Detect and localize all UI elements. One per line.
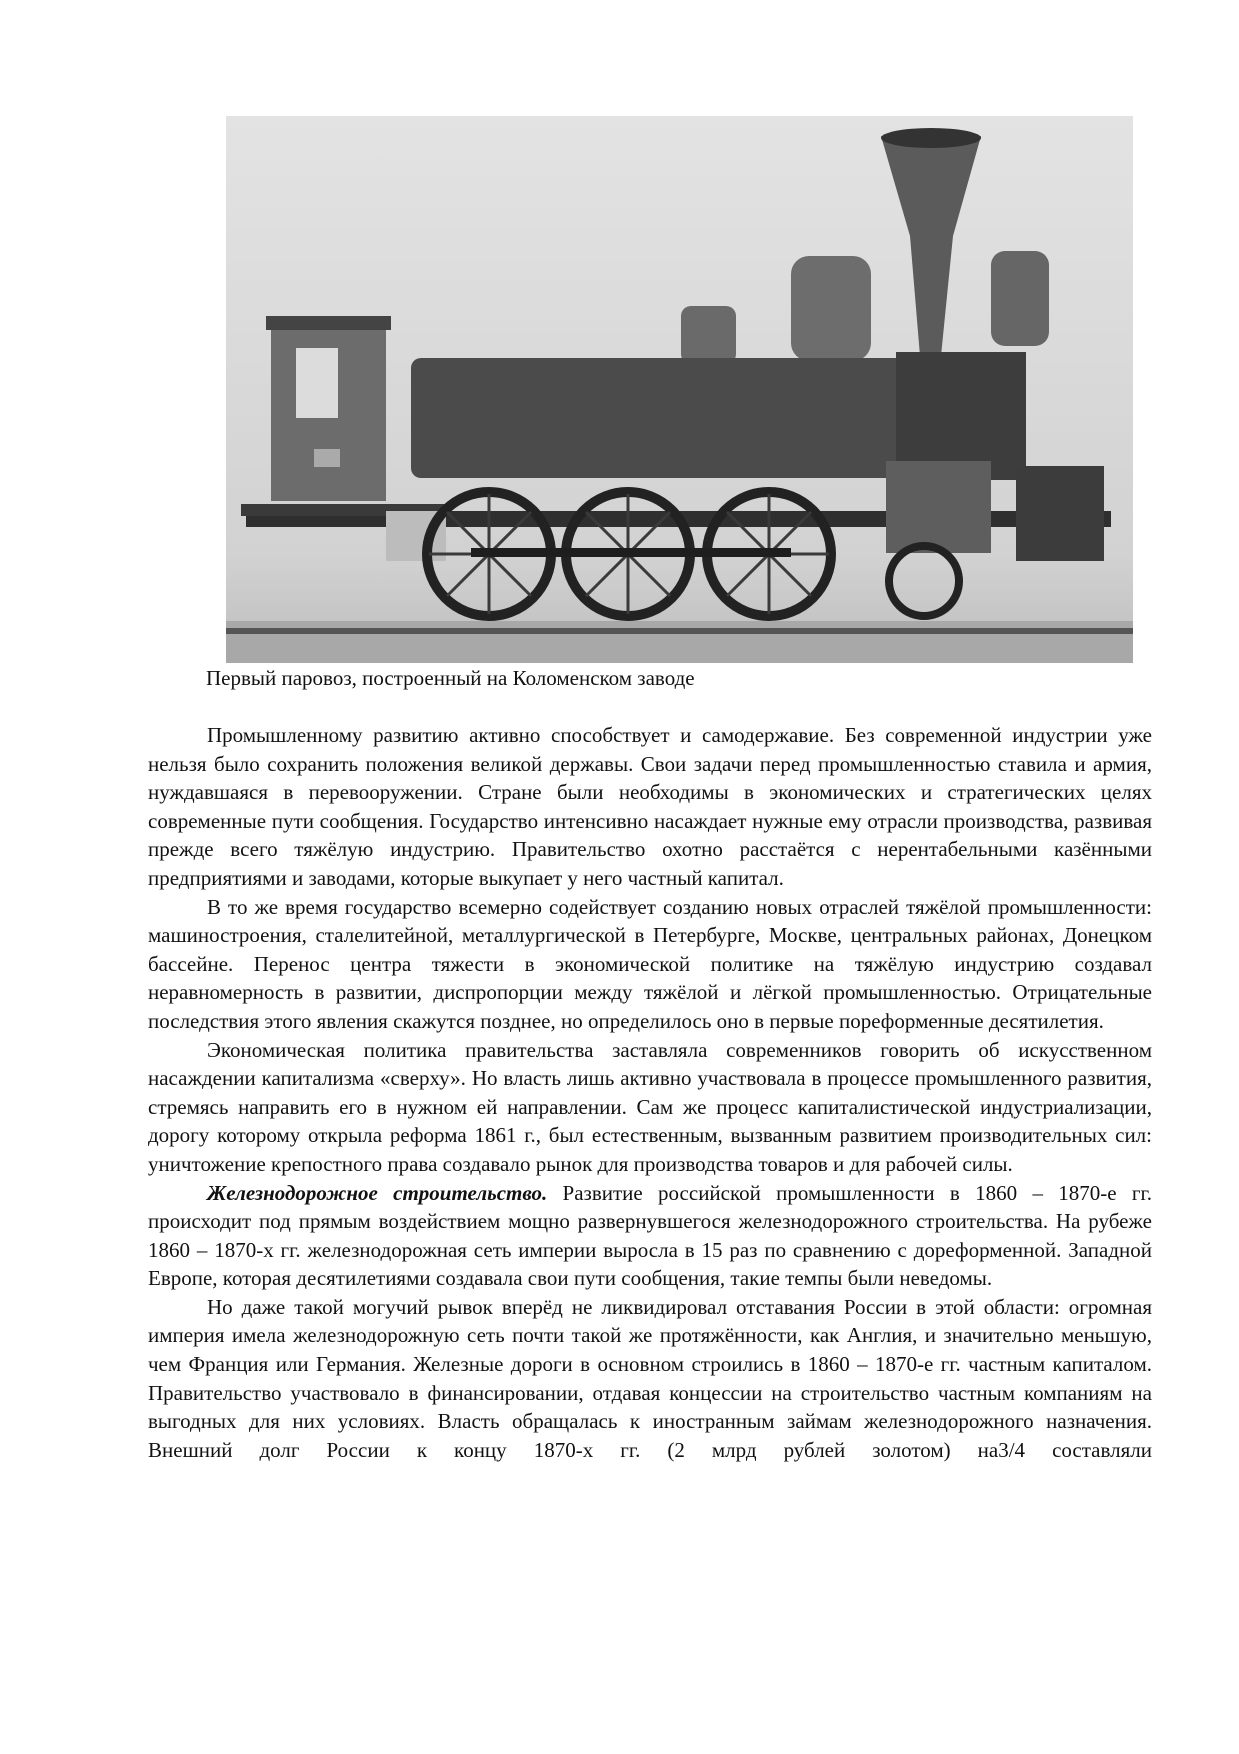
paragraph: Экономическая политика правительства заставляла современников говорить об искусственном насаждении капитализма «сверху». Но власть лишь активно участвовала в процессе промышленного развития, стремясь направить его в нужном ей направлении. Сам же процесс капиталистической индустриализации, дорогу которому открыла реформа 1861 г., был естественным, вызванным развитием производительных сил: уничтожение крепостного права создавало рынок для производства товаров и для рабочей силы. — [148, 1037, 1152, 1176]
boiler — [411, 358, 931, 478]
smokebox — [896, 352, 1026, 480]
article-body — [148, 721, 1152, 1464]
paragraph: Железнодорожное строительство. Развитие российской промышленности в 1860 – 1870-е гг. происходит под прямым воздействием мощно развернувшегося железнодорожного строительства. На рубеже 1860 – 1870-х гг. железнодорожная сеть империи выросла в 15 раз по сравнению с дореформенной. Западной Европе, которая десятилетиями создавала свои пути сообщения, такие темпы были неведомы. — [148, 1180, 1152, 1291]
cylinder — [886, 461, 991, 553]
figure-caption: Первый паровоз, построенный на Коломенском заводе — [206, 666, 695, 690]
paragraph: Но даже такой могучий рывок вперёд не ликвидировал отставания России в этой области: огромная империя имела железнодорожную сеть почти такой же протяжённости, как Англия, и значительно меньшую, чем Франция или Германия. Железные дороги в основном строились в 1860 – 1870-е гг. частным капиталом. Правительство участвовало в финансировании, отдавая концессии на строительство частным компаниям на выгодных для них условиях. Власть обращалась к иностранным займам железнодорожного назначения. Внешний долг России к концу 1870-х гг. (2 млрд рублей золотом) на3/4 составляли — [148, 1294, 1152, 1462]
paragraph: В то же время государство всемерно содействует созданию новых отраслей тяжёлой промышленности: машиностроения, сталелитейной, металлургической в Петербурге, Москве, центральных районах, Донецком бассейне. Перенос центра тяжести в экономической политике на тяжёлую индустрию создавал неравномерность в развитии, диспропорции между тяжёлой и лёгкой промышленностью. Отрицательные последствия этого явления скажутся позднее, но определилось оно в первые пореформенные десятилетия. — [148, 894, 1152, 1033]
steam-dome — [791, 256, 871, 361]
buffer-beam — [1016, 466, 1104, 561]
coupling-rod — [471, 548, 791, 557]
rail — [226, 628, 1133, 634]
ground — [226, 621, 1133, 663]
paragraph: Промышленному развитию активно способствует и самодержавие. Без современной индустрии уже нельзя было сохранить положения великой державы. Свои задачи перед промышленностью ставила и армия, нуждавшаяся в перевооружении. Стране были необходимы в экономических и стратегических целях современные пути сообщения. Государство интенсивно насаждает нужные ему отрасли производства, развивая прежде всего тяжёлую индустрию. Правительство охотно расстаётся с нерентабельными казёнными предприятиями и заводами, которые выкупает у него частный капитал. — [148, 723, 1152, 890]
locomotive-photo — [226, 116, 1133, 663]
front-dome — [991, 251, 1049, 346]
section-heading: Железнодорожное строительство. — [207, 1180, 548, 1205]
sand-dome — [681, 306, 736, 364]
